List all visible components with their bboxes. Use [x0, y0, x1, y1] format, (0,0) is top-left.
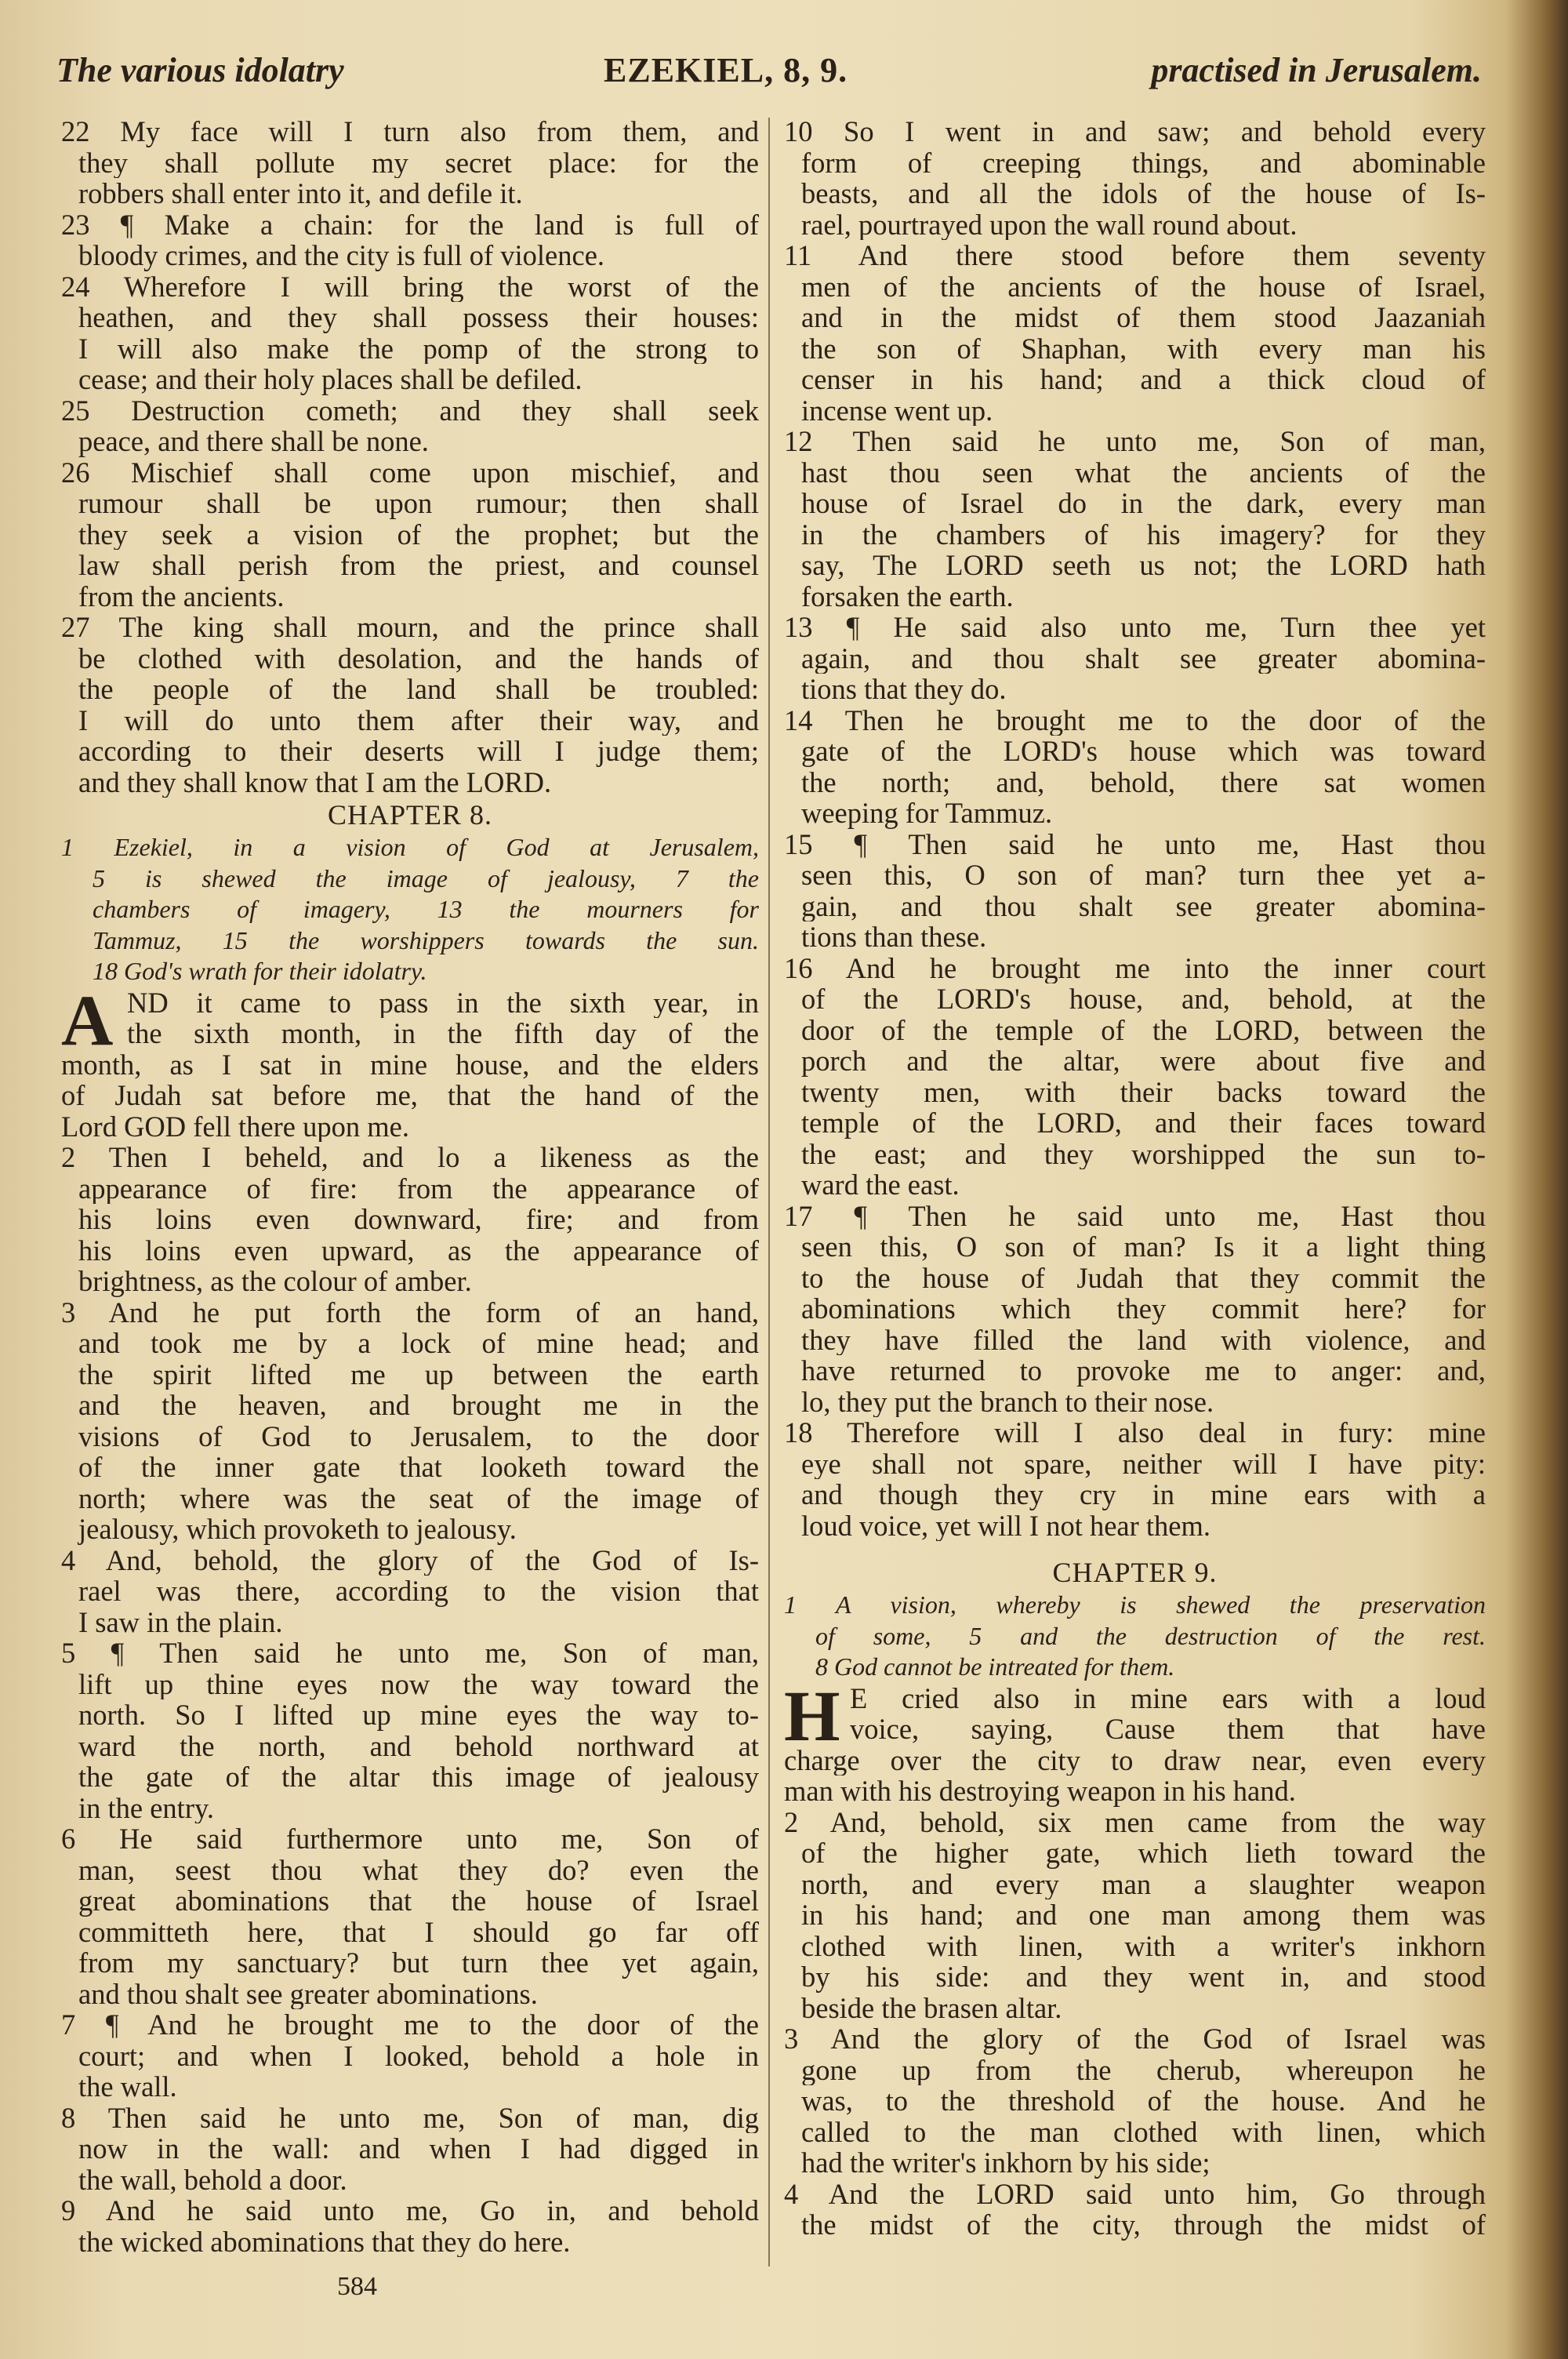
text-line: in the chambers of his imagery? for they — [801, 518, 1486, 550]
text-line: charge over the city to draw near, even every — [784, 1744, 1486, 1776]
text-line: twenty men, with their backs toward the — [801, 1076, 1486, 1107]
text-line: 27 The king shall mourn, and the prince shall — [61, 612, 759, 643]
verse — [784, 829, 1486, 953]
text-line: 14 Then he brought me to the door of the — [784, 704, 1486, 736]
text-line: be clothed with desolation, and the hands of — [78, 642, 759, 674]
text-line: again, and thou shalt see greater abomina- — [801, 642, 1486, 674]
text-line: cease; and their holy places shall be defiled. — [78, 364, 583, 395]
text-line: peace, and there shall be none. — [78, 426, 429, 457]
text-line: 18 God's wrath for their idolatry. — [93, 957, 427, 985]
verse — [784, 953, 1486, 1201]
text-line: and thou shalt see greater abominations. — [78, 1978, 538, 2009]
chapter-heading: CHAPTER 9. — [1052, 1557, 1218, 1588]
text-line: and the heaven, and brought me in the — [78, 1390, 759, 1421]
verse — [61, 1297, 759, 1545]
text-line: called to the man clothed with linen, which — [801, 2116, 1486, 2147]
text-line: committeth here, that I should go far off — [78, 1916, 759, 1947]
text-line: ward the east. — [801, 1169, 960, 1201]
text-line: the wall, behold a door. — [78, 2164, 347, 2195]
text-line: north. So I lifted up mine eyes the way to- — [78, 1699, 759, 1731]
text-line: weeping for Tammuz. — [801, 798, 1053, 829]
text-line: clothed with linen, with a writer's inkhorn — [801, 1930, 1486, 1961]
text-line: 4 And the LORD said unto him, Go through — [784, 2178, 1486, 2209]
text-line: his loins even downward, fire; and from — [78, 1204, 759, 1235]
text-line: of the inner gate that looketh toward the — [78, 1452, 759, 1483]
text-line: I will do unto them after their way, and — [78, 704, 759, 736]
text-line: now in the wall: and when I had digged in — [78, 2133, 759, 2165]
left-column — [61, 116, 759, 2257]
text-line: of the higher gate, which lieth toward the — [801, 1837, 1486, 1869]
text-line: in the entry. — [78, 1792, 214, 1823]
text-line: say, The LORD seeth us not; the LORD hath — [801, 550, 1486, 581]
right-column — [784, 116, 1486, 2241]
text-line: the people of the land shall be troubled: — [78, 674, 759, 705]
text-line: court; and when I looked, behold a hole in — [78, 2040, 759, 2071]
text-line: month, as I sat in mine house, and the elders — [61, 1049, 759, 1080]
text-line: men of the ancients of the house of Israel, — [801, 271, 1486, 302]
text-line: north; where was the seat of the image of — [78, 1482, 759, 1514]
column-divider — [768, 118, 770, 2266]
text-line: 5 ¶ Then said he unto me, Son of man, — [61, 1637, 759, 1669]
text-line: they shall pollute my secret place: for the — [78, 147, 759, 178]
verse — [61, 457, 759, 612]
text-line: 2 And, behold, six men came from the way — [784, 1806, 1486, 1837]
text-line: bloody crimes, and the city is full of violence. — [78, 240, 605, 271]
verse — [61, 395, 759, 457]
drop-cap-letter: A — [61, 980, 114, 1060]
text-line: 24 Wherefore I will bring the worst of the — [61, 271, 759, 302]
text-line: 8 God cannot be intreated for them. — [815, 1652, 1175, 1681]
text-line: gate of the LORD's house which was toward — [801, 736, 1486, 767]
text-line: 25 Destruction cometh; and they shall seek — [61, 394, 759, 426]
verse — [784, 612, 1486, 705]
text-line: law shall perish from the priest, and counsel — [78, 550, 759, 581]
text-line: 15 ¶ Then said he unto me, Hast thou — [784, 828, 1486, 860]
text-line: 11 And there stood before them seventy — [784, 240, 1486, 271]
text-line: lo, they put the branch to their nose. — [801, 1386, 1214, 1417]
text-line: 10 So I went in and saw; and behold every — [784, 116, 1486, 147]
verse — [61, 612, 759, 798]
text-line: forsaken the earth. — [801, 580, 1014, 612]
text-line: 13 ¶ He said also unto me, Turn thee yet — [784, 612, 1486, 643]
chapter-summary — [784, 1590, 1486, 1683]
text-line: they seek a vision of the prophet; but the — [78, 518, 759, 550]
text-line: loud voice, yet will I not hear them. — [801, 1510, 1211, 1541]
text-line: the gate of the altar this image of jealousy — [78, 1761, 759, 1793]
text-line: 4 And, behold, the glory of the God of Is- — [61, 1544, 759, 1576]
verse — [61, 1637, 759, 1823]
text-line: the midst of the city, through the midst of — [801, 2209, 1486, 2241]
text-line: man with his destroying weapon in his hand. — [784, 1776, 1296, 1807]
text-line: I saw in the plain. — [78, 1606, 283, 1637]
text-line: beasts, and all the idols of the house of Is- — [801, 178, 1486, 209]
text-line: incense went up. — [801, 394, 993, 426]
text-line: door of the temple of the LORD, between the — [801, 1014, 1486, 1045]
text-line: Tammuz, 15 the worshippers towards the sun. — [93, 925, 759, 954]
verse — [61, 1545, 759, 1638]
text-line: man, seest thou what they do? even the — [78, 1854, 759, 1885]
text-line: 16 And he brought me into the inner court — [784, 952, 1486, 983]
verse — [784, 1201, 1486, 1418]
text-line: 3 And he put forth the form of an hand, — [61, 1296, 759, 1328]
text-line: 3 And the glory of the God of Israel was — [784, 2023, 1486, 2055]
page-number: 584 — [337, 2272, 377, 2301]
text-line: the son of Shaphan, with every man his — [801, 333, 1486, 364]
text-line: ND it came to pass in the sixth year, in — [127, 987, 759, 1018]
text-line: jealousy, which provoketh to jealousy. — [78, 1514, 517, 1545]
text-line: seen this, O son of man? turn thee yet a- — [801, 860, 1486, 891]
verse — [784, 2023, 1486, 2179]
text-line: seen this, O son of man? Is it a light thing — [801, 1231, 1486, 1263]
text-line: the spirit lifted me up between the earth — [78, 1358, 759, 1390]
running-header-right: practised in Jerusalem. — [1151, 51, 1482, 89]
text-line: 2 Then I beheld, and lo a likeness as the — [61, 1142, 759, 1173]
text-line: I will also make the pomp of the strong to — [78, 333, 759, 364]
text-line: lift up thine eyes now the way toward the — [78, 1668, 759, 1699]
verse — [784, 240, 1486, 426]
text-line: his loins even upward, as the appearance of — [78, 1234, 759, 1266]
verse — [784, 1807, 1486, 2024]
text-line: of some, 5 and the destruction of the rest. — [815, 1621, 1486, 1650]
chapter-opening-verse — [784, 1675, 1486, 1807]
verse — [784, 116, 1486, 240]
verse — [784, 1417, 1486, 1541]
text-line: voice, saying, Cause them that have — [850, 1714, 1486, 1745]
text-line: the sixth month, in the fifth day of the — [127, 1018, 759, 1049]
text-line: 22 My face will I turn also from them, and — [61, 116, 759, 147]
text-line: 18 Therefore will I also deal in fury: mine — [784, 1417, 1486, 1448]
text-line: heathen, and they shall possess their houses: — [78, 302, 759, 333]
text-line: beside the brasen altar. — [801, 1992, 1062, 2023]
text-line: gone up from the cherub, whereupon he — [801, 2054, 1486, 2085]
spacer — [784, 1541, 1486, 1555]
text-line: 26 Mischief shall come upon mischief, and — [61, 456, 759, 488]
text-line: was, to the threshold of the house. And he — [801, 2085, 1486, 2117]
text-line: by his side: and they went in, and stood — [801, 1961, 1486, 1993]
verse — [61, 1142, 759, 1297]
text-line: north, and every man a slaughter weapon — [801, 1868, 1486, 1899]
verse — [784, 426, 1486, 612]
text-line: E cried also in mine ears with a loud — [850, 1682, 1486, 1714]
text-line: 9 And he said unto me, Go in, and behold — [61, 2195, 759, 2226]
text-line: had the writer's inkhorn by his side; — [801, 2147, 1210, 2179]
running-header-left: The various idolatry — [56, 51, 344, 89]
text-line: the north; and, behold, there sat women — [801, 766, 1486, 798]
text-line: 5 is shewed the image of jealousy, 7 the — [93, 863, 759, 892]
text-line: and took me by a lock of mine head; and — [78, 1328, 759, 1359]
text-line: rael, pourtrayed upon the wall round about. — [801, 209, 1298, 240]
text-line: and though they cry in mine ears with a — [801, 1479, 1486, 1510]
text-line: eye shall not spare, neither will I have pity: — [801, 1448, 1486, 1479]
text-line: rael was there, according to the vision that — [78, 1576, 759, 1607]
text-line: of the LORD's house, and, behold, at the — [801, 983, 1486, 1015]
text-line: to the house of Judah that they commit the — [801, 1262, 1486, 1293]
text-line: robbers shall enter into it, and defile it. — [78, 178, 523, 209]
text-line: visions of God to Jerusalem, to the door — [78, 1420, 759, 1452]
text-line: they have filled the land with violence, and — [801, 1324, 1486, 1355]
verse — [784, 705, 1486, 829]
text-line: 23 ¶ Make a chain: for the land is full of — [61, 209, 759, 240]
verse — [61, 271, 759, 395]
text-line: 1 A vision, whereby is shewed the preservation — [784, 1590, 1486, 1619]
text-line: 1 Ezekiel, in a vision of God at Jerusalem, — [61, 833, 759, 861]
text-line: according to their deserts will I judge them; — [78, 736, 759, 767]
text-line: the wicked abominations that they do here. — [78, 2226, 571, 2257]
text-line: of Judah sat before me, that the hand of the — [61, 1080, 759, 1111]
verse — [61, 116, 759, 209]
verse — [784, 2179, 1486, 2241]
text-line: 8 Then said he unto me, Son of man, dig — [61, 2102, 759, 2133]
text-line: house of Israel do in the dark, every man — [801, 488, 1486, 519]
verse — [61, 209, 759, 271]
drop-cap-letter: H — [784, 1675, 840, 1756]
text-line: tions than these. — [801, 921, 987, 953]
text-line: the wall. — [78, 2071, 177, 2103]
text-line: have returned to provoke me to anger: and, — [801, 1355, 1486, 1387]
text-line: the east; and they worshipped the sun to- — [801, 1138, 1486, 1169]
text-line: 17 ¶ Then he said unto me, Hast thou — [784, 1200, 1486, 1231]
text-line: gain, and thou shalt see greater abomina- — [801, 890, 1486, 921]
text-line: censer in his hand; and a thick cloud of — [801, 364, 1486, 395]
chapter-opening-verse — [61, 980, 759, 1143]
text-line: 7 ¶ And he brought me to the door of the — [61, 2009, 759, 2041]
verse — [61, 2009, 759, 2103]
verse — [61, 2103, 759, 2196]
chapter-heading: CHAPTER 8. — [327, 799, 493, 831]
text-line: from my sanctuary? but turn thee yet again, — [78, 1947, 759, 1979]
running-header-book: EZEKIEL, 8, 9. — [604, 51, 848, 89]
text-line: chambers of imagery, 13 the mourners for — [93, 895, 759, 923]
text-line: and in the midst of them stood Jaazaniah — [801, 302, 1486, 333]
text-line: abominations which they commit here? for — [801, 1293, 1486, 1325]
verse — [61, 2195, 759, 2257]
text-line: hast thou seen what the ancients of the — [801, 456, 1486, 488]
text-line: in his hand; and one man among them was — [801, 1899, 1486, 1931]
text-line: appearance of fire: from the appearance of — [78, 1172, 759, 1204]
text-line: and they shall know that I am the LORD. — [78, 766, 552, 798]
text-line: temple of the LORD, and their faces toward — [801, 1107, 1486, 1139]
text-line: tions that they do. — [801, 674, 1007, 705]
text-line: great abominations that the house of Israel — [78, 1885, 759, 1917]
text-line: brightness, as the colour of amber. — [78, 1266, 472, 1297]
text-line: form of creeping things, and abominable — [801, 147, 1486, 178]
verse — [61, 1823, 759, 2009]
text-line: rumour shall be upon rumour; then shall — [78, 488, 759, 519]
text-line: 6 He said furthermore unto me, Son of — [61, 1823, 759, 1855]
text-line: porch and the altar, were about five and — [801, 1045, 1486, 1077]
text-line: ward the north, and behold northward at — [78, 1730, 759, 1761]
chapter-summary — [61, 832, 759, 987]
text-line: Lord GOD fell there upon me. — [61, 1110, 409, 1142]
text-line: from the ancients. — [78, 580, 285, 612]
text-line: 12 Then said he unto me, Son of man, — [784, 426, 1486, 457]
